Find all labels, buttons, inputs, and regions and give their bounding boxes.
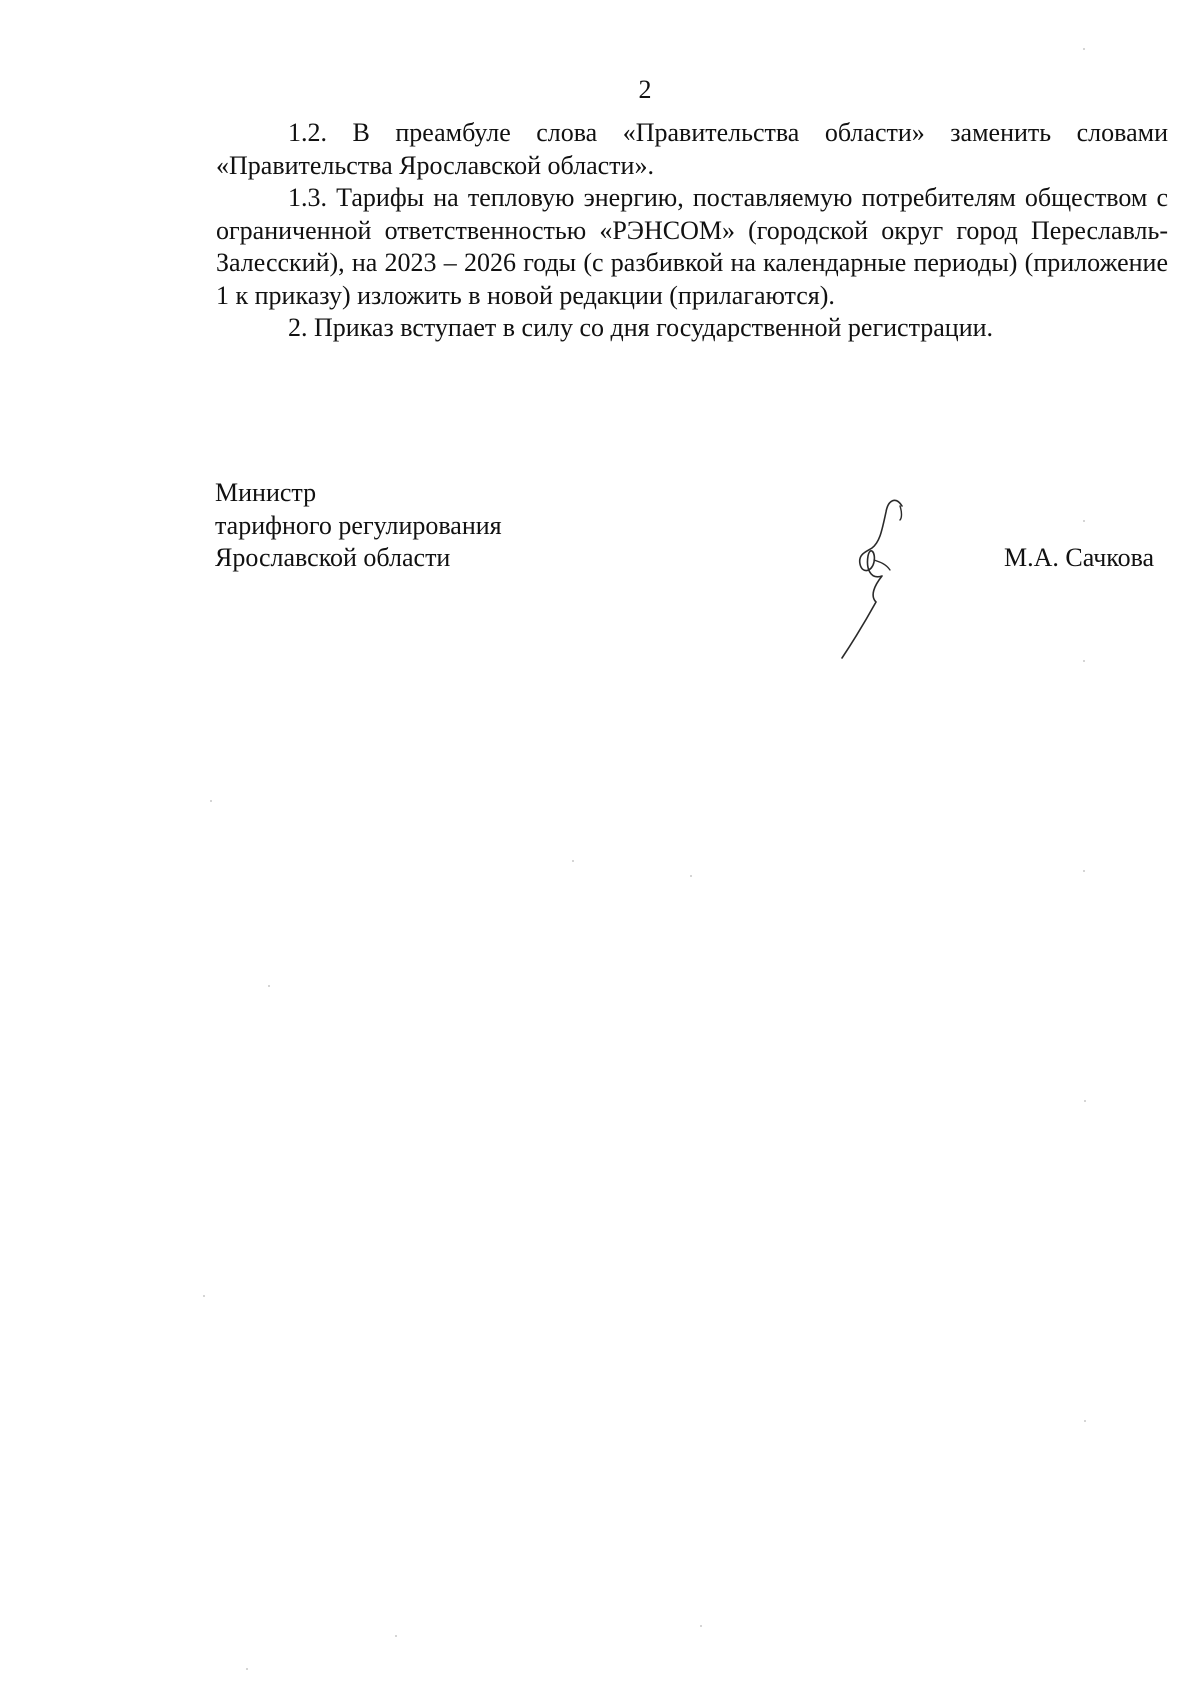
- signatory-title-line-3: Ярославской области: [215, 543, 451, 572]
- scan-speck: [1083, 48, 1085, 50]
- handwritten-signature: [830, 490, 910, 660]
- signatory-title: [215, 477, 502, 575]
- scan-speck: [1083, 520, 1085, 522]
- signatory-name: М.А. Сачкова: [1004, 543, 1155, 572]
- signatory-title-line-1: Министр: [215, 478, 317, 507]
- scan-speck: [1084, 1100, 1086, 1102]
- scan-speck: [268, 985, 270, 987]
- scan-speck: [700, 1625, 702, 1627]
- scan-speck: [690, 875, 692, 877]
- scan-speck: [246, 1668, 248, 1670]
- page-number: 2: [638, 75, 652, 104]
- paragraph-1-3: 1.3. Тарифы на тепловую энергию, поставляемую потребителям обществом с ограниченной ответственностью «РЭНСОМ» (городской округ город Переславль-Залесский), на 2023 – 2026 годы (с разбивкой на календарные периоды) (приложение 1 к приказу) изложить в новой редакции (прилагаются).: [216, 183, 1168, 310]
- scan-speck: [210, 800, 212, 802]
- document-body: [216, 117, 1168, 345]
- scan-speck: [572, 860, 574, 862]
- scan-speck: [1083, 870, 1085, 872]
- scan-speck: [203, 1295, 205, 1297]
- scan-speck: [1084, 1420, 1086, 1422]
- scan-speck: [1083, 660, 1085, 662]
- paragraph-2: 2. Приказ вступает в силу со дня государственной регистрации.: [288, 313, 994, 342]
- signatory-title-line-2: тарифного регулирования: [215, 510, 502, 540]
- paragraph-1-2: 1.2. В преамбуле слова «Правительства области» заменить словами «Правительства Ярославской области».: [216, 118, 1168, 180]
- scan-speck: [395, 1635, 397, 1637]
